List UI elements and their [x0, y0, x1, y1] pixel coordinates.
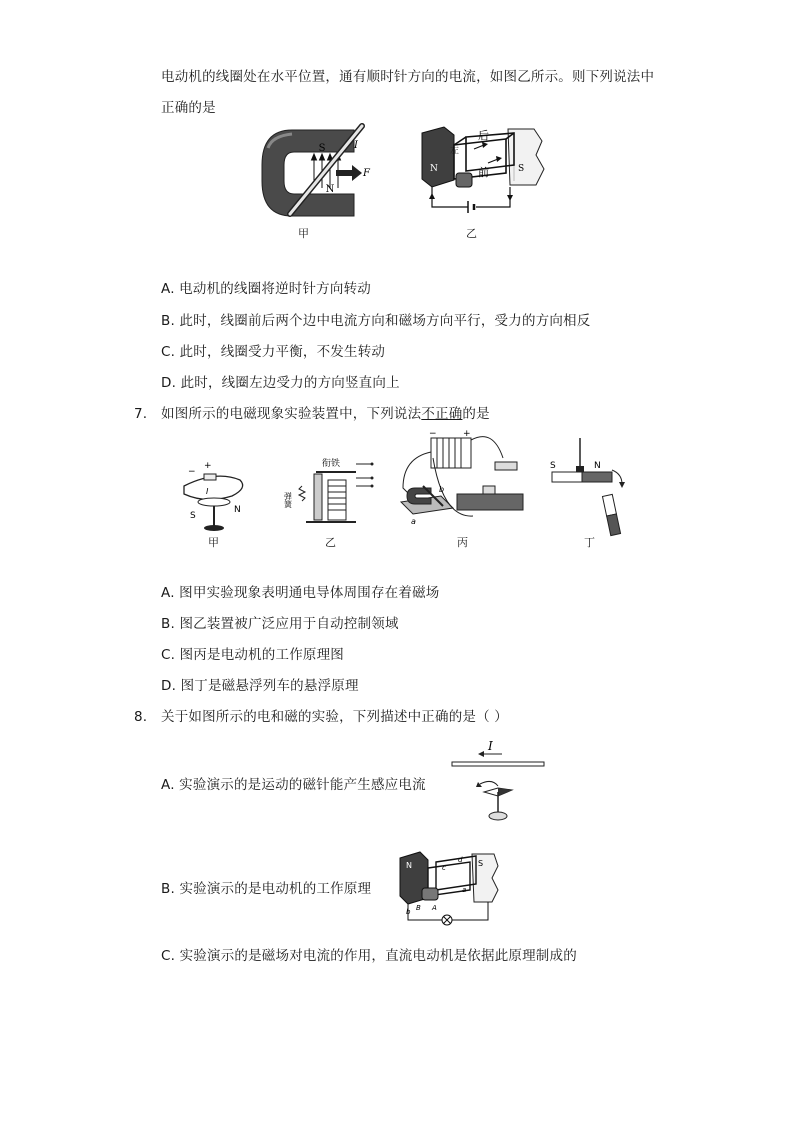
- q7-bing-label-a: a: [411, 517, 416, 526]
- q6-yi-label-zuo: 左: [450, 146, 460, 156]
- q7-option-a[interactable]: A. 图甲实验现象表明通电导体周围存在着磁场: [161, 585, 440, 601]
- q6-figure-jia: [254, 118, 374, 238]
- q7-yi-caption: 乙: [325, 536, 337, 549]
- q8-b-label-d: d: [458, 856, 463, 864]
- q8-number: 8.: [134, 709, 148, 725]
- q7-figure-yi: [283, 456, 376, 536]
- q6-option-d[interactable]: D. 此时，线圈左边受力的方向竖直向上: [161, 375, 400, 391]
- q8-a-label-i: I: [488, 739, 493, 753]
- q7-ding-label-n: N: [594, 461, 601, 471]
- q6-jia-label-n: N: [325, 184, 335, 195]
- q6-yi-label-n: N: [430, 164, 438, 174]
- q8-b-label-big-b: B: [416, 904, 421, 912]
- q6-jia-label-s: S: [318, 143, 326, 154]
- q7-bing-caption: 丙: [457, 536, 469, 549]
- q7-jia-label-i: I: [206, 487, 209, 496]
- q7-bing-label-minus: −: [429, 429, 437, 439]
- q7-ding-label-s: S: [550, 461, 556, 471]
- q8-b-label-n: N: [406, 861, 412, 870]
- q7-option-c[interactable]: C. 图丙是电动机的工作原理图: [161, 647, 345, 663]
- q7-yi-label-xiantie: 衔铁: [322, 459, 341, 469]
- q7-number: 7.: [134, 406, 148, 422]
- q6-stem-line1: 电动机的线圈处在水平位置，通有顺时针方向的电流，如图乙所示。则下列说法中: [161, 69, 655, 85]
- q7-option-d[interactable]: D. 图丁是磁悬浮列车的悬浮原理: [161, 678, 359, 694]
- q8-option-a[interactable]: A. 实验演示的是运动的磁针能产生感应电流: [161, 777, 426, 793]
- q6-yi-label-qian: 前: [478, 166, 489, 179]
- q6-yi-label-s: S: [518, 164, 525, 174]
- q6-option-c[interactable]: C. 此时，线圈受力平衡，不发生转动: [161, 344, 386, 360]
- q8-option-b-figure: [392, 848, 502, 938]
- q6-figure-yi: [418, 125, 548, 225]
- q8-b-label-a: a: [462, 886, 467, 894]
- q7-yi-label-tanhuang: 弹簧: [283, 492, 293, 508]
- q6-yi-caption: 乙: [466, 227, 478, 240]
- q7-jia-label-plus: +: [204, 461, 212, 471]
- q8-option-b[interactable]: B. 实验演示的是电动机的工作原理: [161, 881, 372, 897]
- q8-b-label-c: c: [442, 864, 446, 872]
- q7-option-b[interactable]: B. 图乙装置被广泛应用于自动控制领域: [161, 616, 399, 632]
- q7-ding-caption: 丁: [584, 536, 596, 549]
- q8-option-a-figure: [448, 740, 548, 830]
- q8-b-label-big-a: A: [432, 904, 437, 912]
- q7-jia-label-minus: −: [188, 467, 196, 477]
- q6-yi-label-hou: 后: [478, 129, 489, 142]
- q6-stem-line2: 正确的是: [161, 100, 216, 116]
- q8-b-label-b: b: [406, 908, 411, 916]
- q7-stem-a: 如图所示的电磁现象实验装置中，下列说法: [161, 406, 422, 422]
- q7-jia-label-s: S: [190, 511, 196, 521]
- q8-stem: 关于如图所示的电和磁的实验，下列描述中正确的是（ ）: [161, 709, 508, 725]
- q7-bing-label-b: b: [439, 485, 445, 494]
- q7-stem: [161, 405, 490, 423]
- q8-b-label-s: S: [478, 859, 484, 868]
- q7-stem-b: 的是: [462, 406, 490, 422]
- q6-jia-label-i: I: [354, 140, 358, 151]
- q7-stem-underlined: 不正确: [421, 406, 463, 422]
- q7-figure-jia: [176, 460, 256, 540]
- q7-figure-bing: [393, 428, 533, 528]
- q6-option-b[interactable]: B. 此时，线圈前后两个边中电流方向和磁场方向平行，受力的方向相反: [161, 313, 591, 329]
- q6-option-a[interactable]: A. 电动机的线圈将逆时针方向转动: [161, 281, 371, 297]
- q6-jia-caption: 甲: [298, 227, 310, 240]
- q7-bing-label-plus: +: [463, 429, 471, 439]
- q8-option-c[interactable]: C. 实验演示的是磁场对电流的作用，直流电动机是依据此原理制成的: [161, 948, 577, 964]
- q6-jia-label-f: F: [363, 168, 370, 179]
- q7-jia-caption: 甲: [208, 536, 220, 549]
- q7-jia-label-n: N: [234, 505, 241, 515]
- q7-figure-ding: [546, 436, 636, 536]
